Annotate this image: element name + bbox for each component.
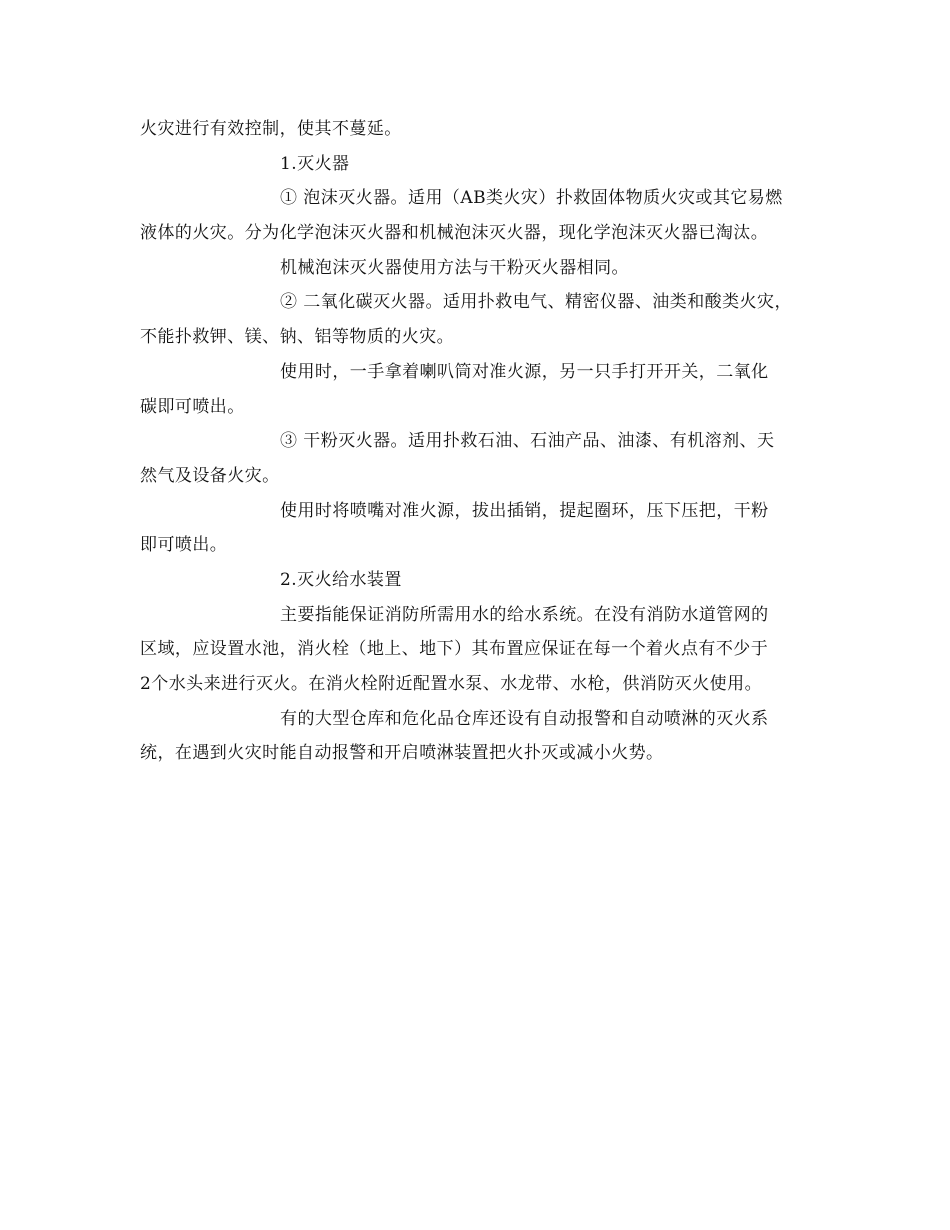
document-body [140, 112, 824, 771]
text-line: 火灾进行有效控制，使其不蔓延。 [140, 119, 402, 139]
text-line: 不能扑救钾、镁、钠、铝等物质的火灾。 [140, 327, 455, 348]
text-line: 然气及设备火灾。 [140, 465, 280, 486]
section-heading-water-supply: 2.灭火给水装置 [280, 569, 402, 590]
text-line: 有的大型仓库和危化品仓库还设有自动报警和自动喷淋的灭火系 [280, 708, 769, 729]
text-line: 碳即可喷出。 [140, 396, 245, 417]
text-line: 区域，应设置水池，消火栓（地上、地下）其布置应保证在每一个着火点有不少于 [140, 639, 769, 660]
text-line: 主要指能保证消防所需用水的给水系统。在没有消防水道管网的 [280, 604, 769, 625]
text-line: 机械泡沫灭火器使用方法与干粉灭火器相同。 [280, 257, 629, 278]
text-line: 2个水头来进行灭火。在消火栓附近配置水泵、水龙带、水枪，供消防灭火使用。 [140, 674, 763, 694]
text-line: 使用时，一手拿着喇叭筒对准火源，另一只手打开开关，二氧化 [280, 361, 769, 382]
text-line: ① 泡沫灭火器。适用（AB类火灾）扑救固体物质火灾或其它易燃 [280, 188, 783, 209]
text-line: 使用时将喷嘴对准火源，拔出插销，提起圈环，压下压把，干粉 [280, 500, 769, 521]
section-heading-extinguishers: 1.灭火器 [280, 153, 350, 174]
text-line: 统，在遇到火灾时能自动报警和开启喷淋装置把火扑灭或减小火势。 [140, 743, 664, 764]
text-line: 即可喷出。 [140, 535, 228, 556]
text-line: ③ 干粉灭火器。适用扑救石油、石油产品、油漆、有机溶剂、天 [280, 431, 775, 452]
text-line: 液体的火灾。分为化学泡沫灭火器和机械泡沫灭火器，现化学泡沫灭火器已淘汰。 [140, 223, 769, 244]
text-line: ② 二氧化碳灭火器。适用扑救电气、精密仪器、油类和酸类火灾， [280, 292, 792, 313]
